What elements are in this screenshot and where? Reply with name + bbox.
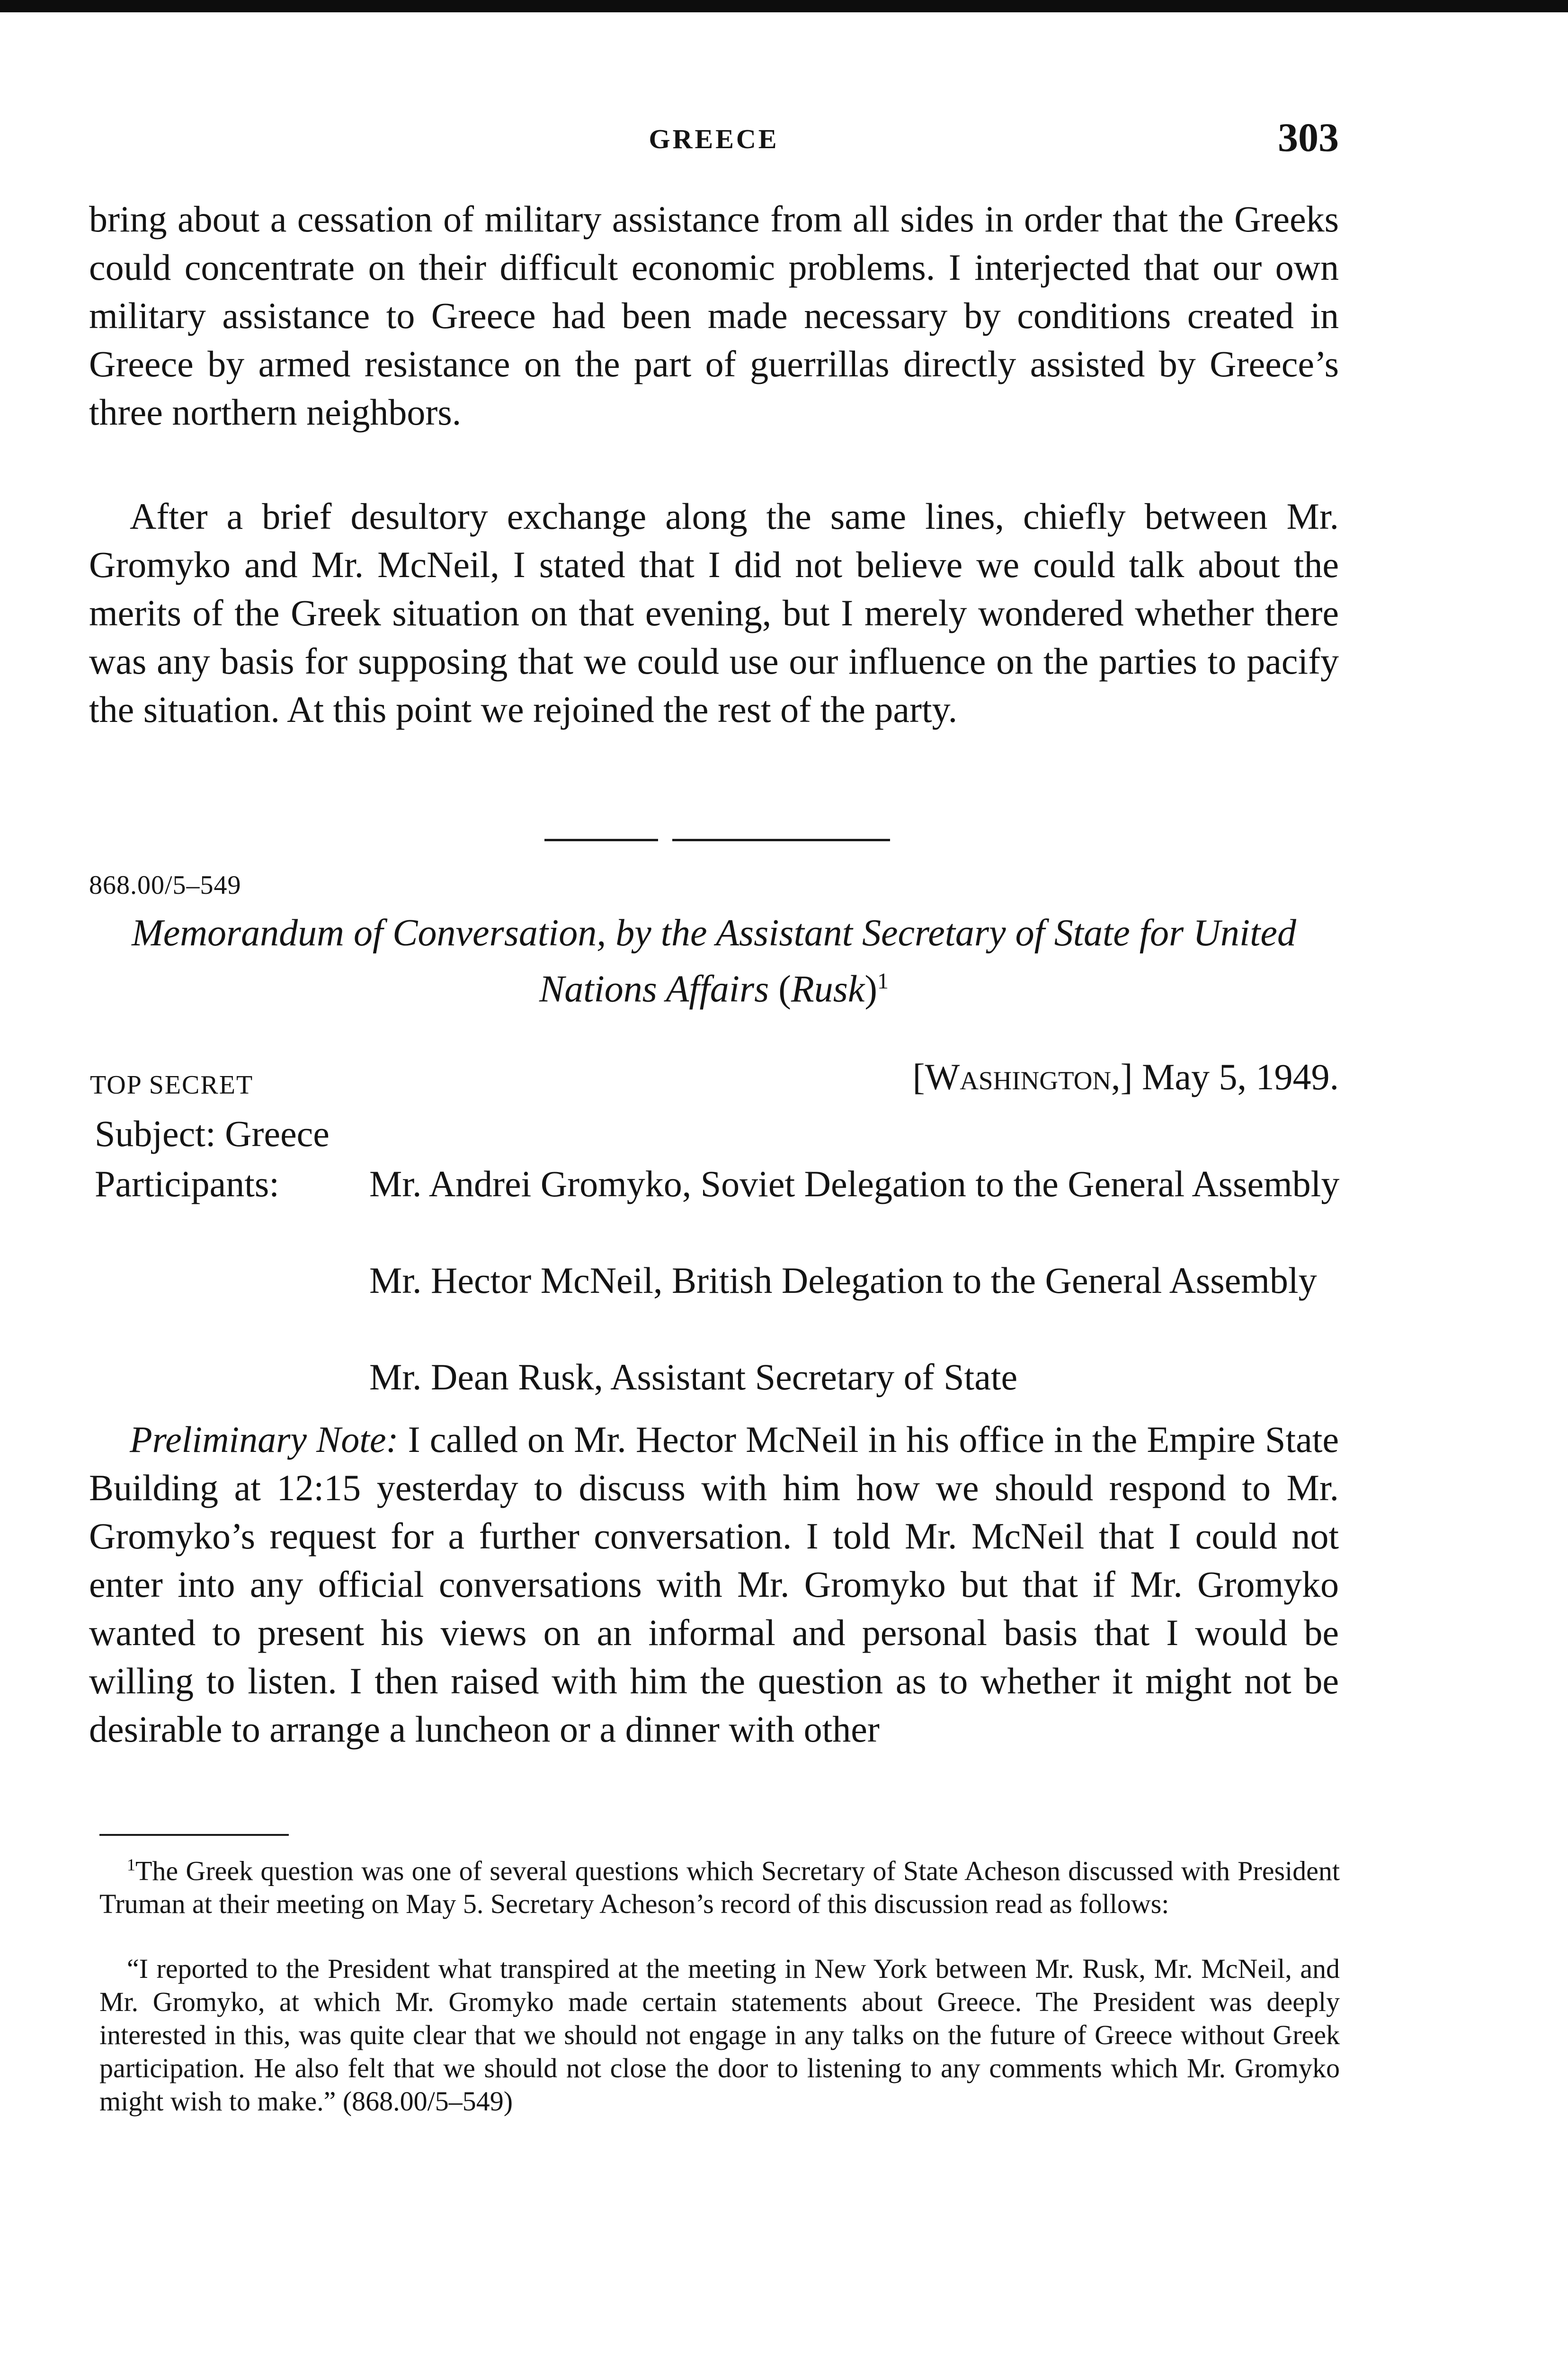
memorandum-title-text: Memorandum of Conversation, by the Assistant Secretary of State for United Nations Affairs bbox=[132, 912, 1296, 1010]
section-separator-right bbox=[672, 839, 890, 841]
footnote-1-quote: “I reported to the President what transpired at the meeting in New York between Mr. Rusk, Mr. McNeil, and Mr. Gromyko, at which Mr. Gromyko made certain statements about Greece. The President was deeply interested in this, was quite clear that we should not engage in any talks on the future of Greece without Greek participation. He also felt that we should not close the door to listening to any comments which Mr. Gromyko might wish to make.” (868.00/5–549) bbox=[99, 1953, 1340, 2117]
participant-entry: Mr. Dean Rusk, Assistant Secretary of State bbox=[369, 1356, 1018, 1397]
section-separator-left bbox=[544, 839, 658, 841]
footnote-reference: 1 bbox=[877, 969, 889, 994]
memorandum-title-close-paren: ) bbox=[864, 968, 878, 1010]
page-number: 303 bbox=[1278, 115, 1339, 160]
running-head bbox=[89, 114, 1339, 166]
preliminary-note-text: I called on Mr. Hector McNeil in his office in the Empire State Building at 12:15 yesterday to discuss with him how we should respond to Mr. Gromyko’s request for a further conversation. I told Mr. McNeil that I could not enter into any official conversations with Mr. Gromyko but that if Mr. Gromyko wanted to present his views on an informal and personal basis that I would be willing to listen. I then raised with him the question as to whether it might not be desirable to arrange a luncheon or a dinner with other bbox=[89, 1419, 1339, 1750]
dateline bbox=[913, 1056, 1339, 1098]
top-border bbox=[0, 0, 1568, 12]
footnote-1-text: The Greek question was one of several questions which Secretary of State Acheson discussed with President Truman at their meeting on May 5. Secretary Acheson’s record of this discussion read as follows: bbox=[99, 1855, 1340, 1920]
participant-entry: Mr. Hector McNeil, British Delegation to the General Assembly bbox=[369, 1260, 1317, 1301]
footnote-1 bbox=[99, 1848, 1340, 1921]
preliminary-note-label: Preliminary Note: bbox=[130, 1419, 399, 1460]
memorandum-title-open-paren: ( bbox=[778, 968, 791, 1010]
memorandum-title-name: Rusk bbox=[791, 968, 865, 1010]
paragraph-after-exchange: After a brief desultory exchange along the same lines, chiefly between Mr. Gromyko and Mr. McNeil, I stated that I did not believe we could talk about the merits of the Greek situation on that evening, but I merely wondered whether there was any basis for supposing that we could use our influence on the parties to pacify the situation. At this point we rejoined the rest of the party. bbox=[89, 496, 1339, 730]
document-file-number: 868.00/5–549 bbox=[89, 871, 241, 900]
participants-label: Participants: bbox=[95, 1163, 279, 1204]
paragraph-continued: bring about a cessation of military assistance from all sides in order that the Greeks could concentrate on their difficult economic problems. I interjected that our own military assistance to Greece had been made necessary by conditions created in Greece by armed resistance on the part of guerrillas directly assisted by Greece’s three northern neighbors. bbox=[89, 198, 1339, 433]
classification-label: TOP SECRET bbox=[90, 1070, 254, 1100]
memorandum-title bbox=[89, 909, 1339, 1014]
footnote-rule bbox=[99, 1834, 289, 1836]
dateline-place: [Washington,] bbox=[912, 1056, 1133, 1097]
subject-value: Greece bbox=[225, 1113, 330, 1154]
participant-entry: Mr. Andrei Gromyko, Soviet Delegation to the General Assembly bbox=[369, 1163, 1340, 1204]
running-head-title: GREECE bbox=[649, 124, 779, 154]
subject-line bbox=[95, 1112, 330, 1155]
preliminary-note-paragraph bbox=[89, 1415, 1339, 1753]
footnote-mark: 1 bbox=[127, 1855, 135, 1874]
subject-label: Subject: bbox=[95, 1113, 216, 1154]
dateline-date: May 5, 1949. bbox=[1142, 1056, 1339, 1097]
